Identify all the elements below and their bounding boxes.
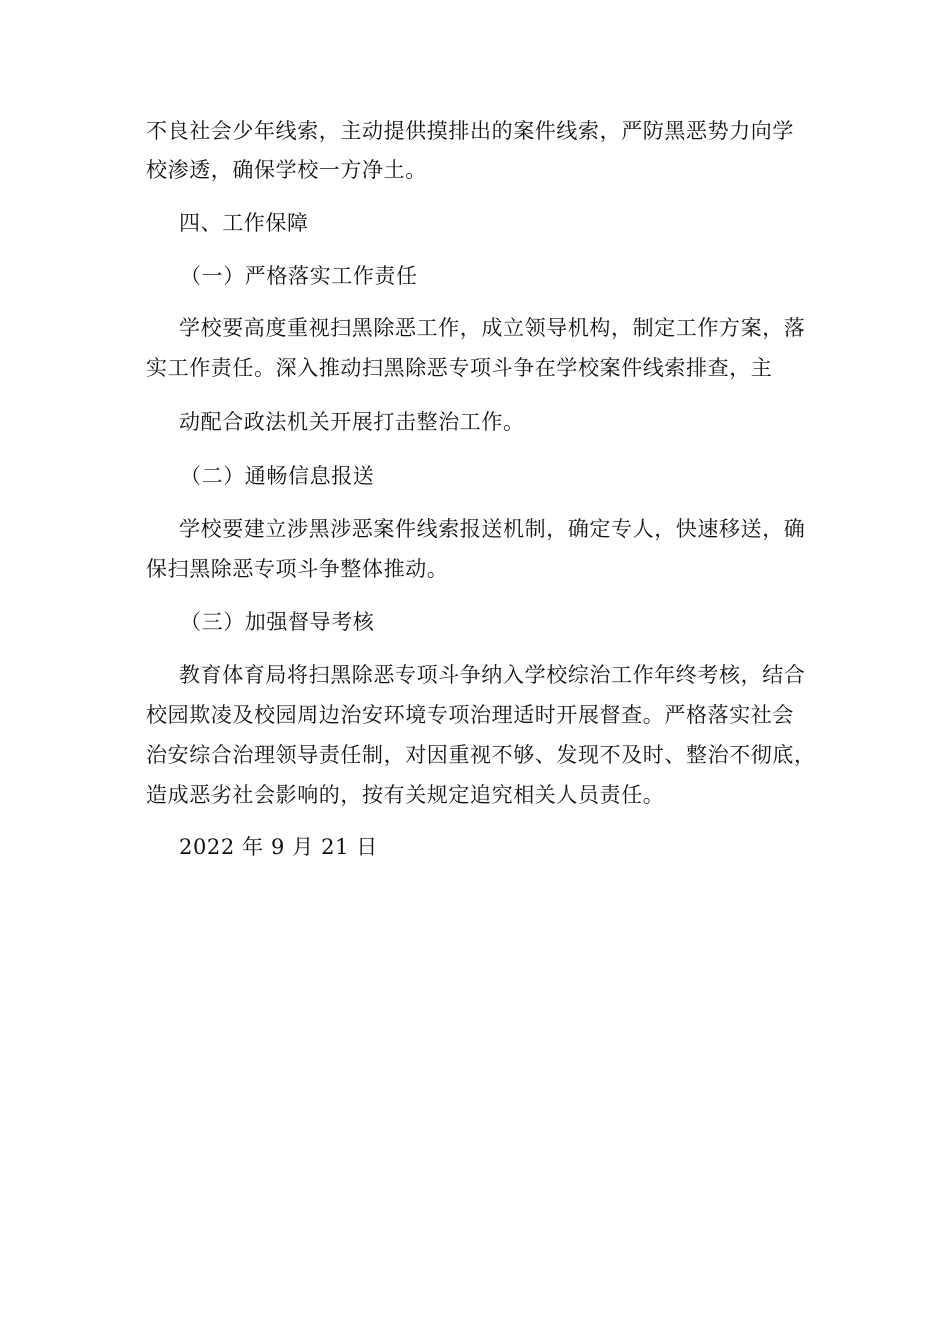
body-line: 教育体育局将扫黑除恶专项斗争纳入学校综治工作年终考核，结合: [179, 663, 806, 687]
body-line: 学校要高度重视扫黑除恶工作，成立领导机构，制定工作方案，落: [179, 316, 806, 340]
body-line: 实工作责任。深入推动扫黑除恶专项斗争在学校案件线索排查，主: [146, 356, 773, 380]
subsection-heading: （二）通畅信息报送: [180, 464, 375, 488]
body-line: 保扫黑除恶专项斗争整体推动。: [146, 557, 449, 581]
body-line: 校渗透，确保学校一方净土。: [146, 158, 427, 182]
body-line: 造成恶劣社会影响的，按有关规定追究相关人员责任。: [146, 783, 665, 807]
body-line: 不良社会少年线索，主动提供摸排出的案件线索，严防黑恶势力向学: [146, 119, 794, 143]
subsection-heading: （一）严格落实工作责任: [180, 264, 418, 288]
body-line: 学校要建立涉黑涉恶案件线索报送机制，确定专人，快速移送，确: [179, 517, 806, 541]
subsection-heading: （三）加强督导考核: [180, 610, 375, 634]
body-line: 校园欺凌及校园周边治安环境专项治理适时开展督查。严格落实社会: [146, 703, 794, 727]
document-date: 2022 年 9 月 21 日: [179, 835, 378, 859]
body-line: 治安综合治理领导责任制，对因重视不够、发现不及时、整治不彻底，: [146, 743, 816, 767]
section-heading: 四、工作保障: [179, 211, 309, 235]
body-line: 动配合政法机关开展打击整治工作。: [179, 410, 525, 434]
